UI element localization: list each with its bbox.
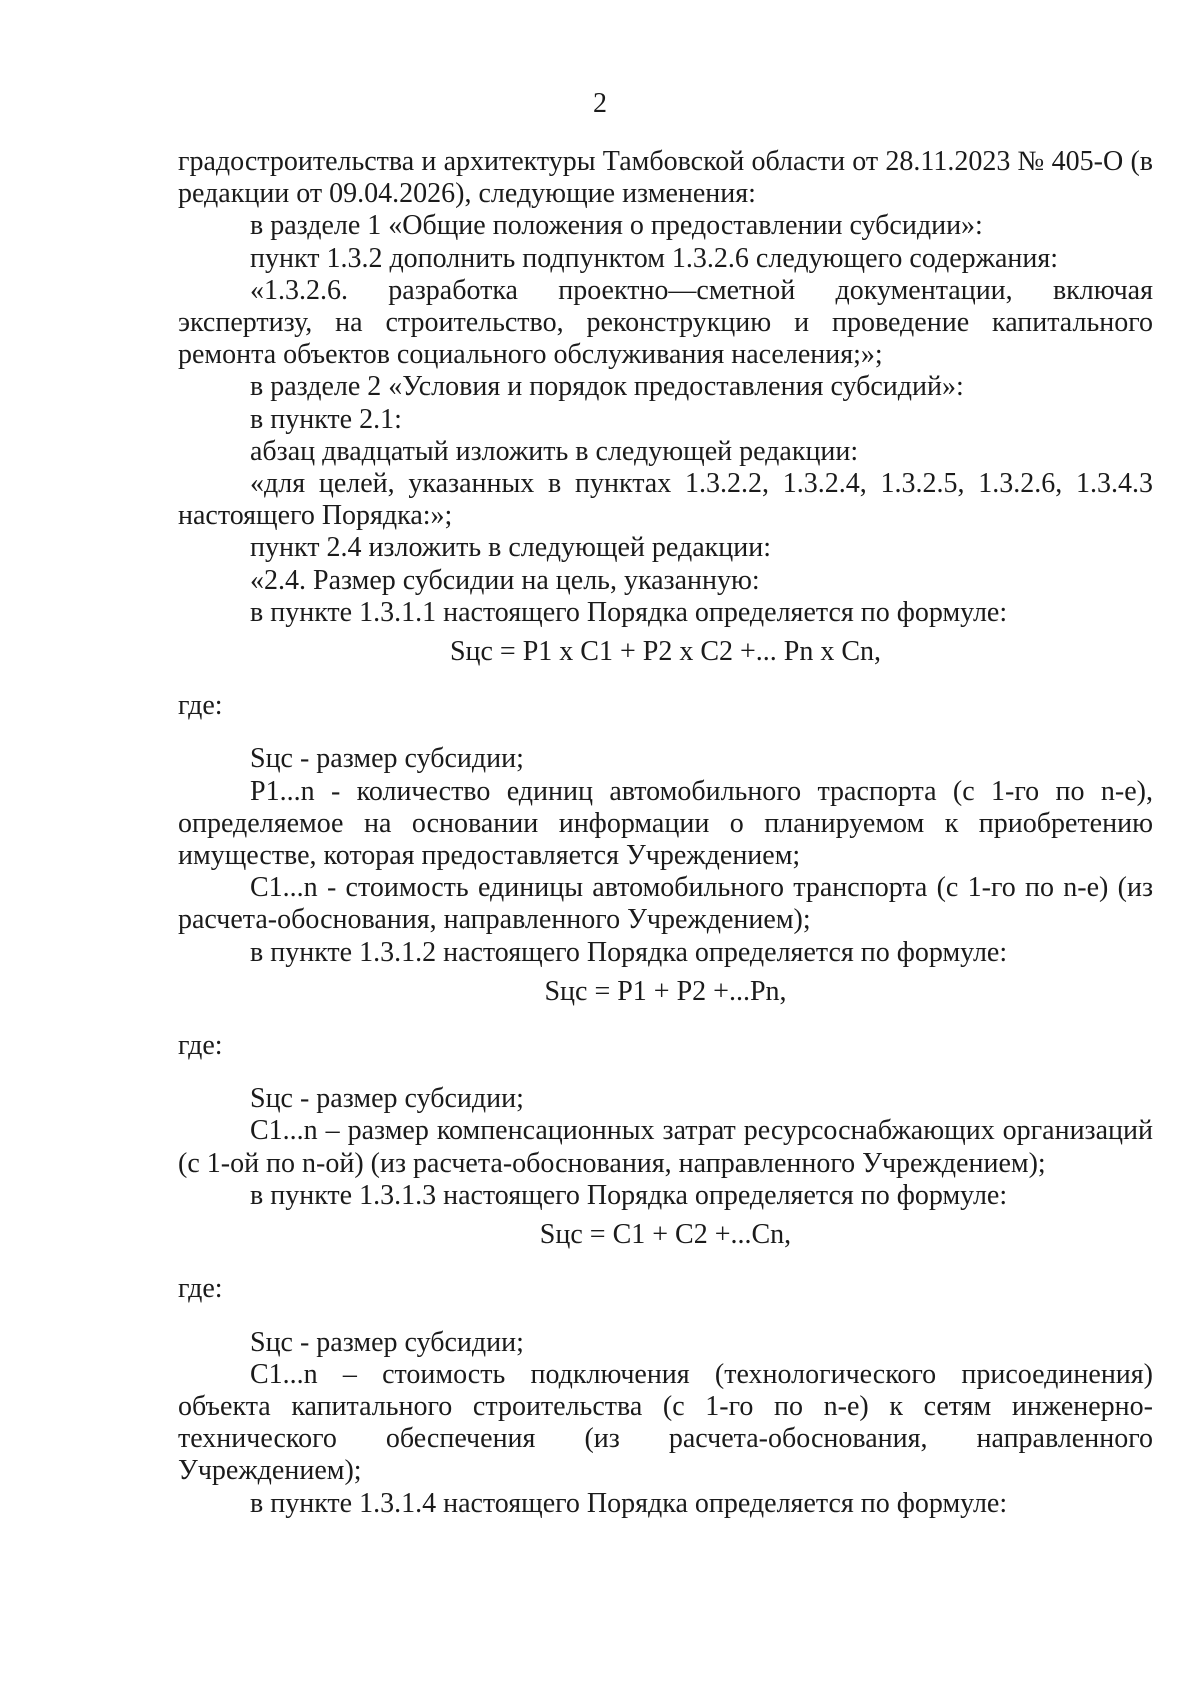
paragraph: C1...n - стоимость единицы автомобильного транспорта (с 1-го по n-е) (из расчета-обоснования, направленного Учреждением); bbox=[178, 872, 1153, 936]
paragraph: в пункте 1.3.1.3 настоящего Порядка определяется по формуле: bbox=[250, 1179, 1008, 1211]
page-number: 2 bbox=[593, 88, 607, 119]
formula: Sцс = P1 + P2 +...Pn, bbox=[544, 975, 787, 1007]
paragraph: в пункте 1.3.1.2 настоящего Порядка определяется по формуле: bbox=[250, 936, 1008, 968]
document-body bbox=[178, 146, 1153, 1520]
paragraph: Sцс - размер субсидии; bbox=[250, 1326, 524, 1358]
paragraph: Sцс - размер субсидии; bbox=[250, 1083, 524, 1115]
paragraph: Sцс - размер субсидии; bbox=[250, 743, 524, 775]
where-label: где: bbox=[178, 1030, 223, 1062]
paragraph: «1.3.2.6. разработка проектно—сметной документации, включая экспертизу, на строительство, реконструкцию и проведение капитального ремонта объектов социального обслуживания населения;»; bbox=[178, 274, 1153, 371]
paragraph: «для целей, указанных в пунктах 1.3.2.2, 1.3.2.4, 1.3.2.5, 1.3.2.6, 1.3.4.3 настоящего Порядка:»; bbox=[178, 468, 1153, 532]
paragraph: пункт 2.4 изложить в следующей редакции: bbox=[250, 532, 771, 564]
paragraph: в пункте 2.1: bbox=[250, 403, 402, 435]
formula: Sцс = P1 x C1 + P2 x C2 +... Pn x Cn, bbox=[449, 636, 882, 668]
paragraph: P1...n - количество единиц автомобильного траспорта (с 1-го по n-е), определяемое на основании информации о планируемом к приобретению имуществе, которая предоставляется Учреждением; bbox=[178, 775, 1153, 872]
paragraph: «2.4. Размер субсидии на цель, указанную: bbox=[250, 564, 760, 596]
where-label: где: bbox=[178, 1273, 223, 1305]
where-label: где: bbox=[178, 690, 223, 722]
paragraph: в пункте 1.3.1.4 настоящего Порядка определяется по формуле: bbox=[250, 1487, 1008, 1519]
paragraph: в разделе 1 «Общие положения о предоставлении субсидии»: bbox=[250, 210, 983, 242]
formula: Sцс = C1 + C2 +...Cn, bbox=[539, 1219, 792, 1251]
paragraph: пункт 1.3.2 дополнить подпунктом 1.3.2.6 следующего содержания: bbox=[250, 242, 1059, 274]
paragraph: C1...n – стоимость подключения (технологического присоединения) объекта капитального строительства (с 1-го по n-е) к сетям инженерно-технического обеспечения (из расчета-обоснования, направленного Учреждением); bbox=[178, 1358, 1153, 1487]
paragraph: градостроительства и архитектуры Тамбовской области от 28.11.2023 № 405-О (в редакции от 09.04.2026), следующие изменения: bbox=[178, 146, 1153, 210]
paragraph: C1...n – размер компенсационных затрат ресурсоснабжающих организаций (с 1-ой по n-ой) (из расчета-обоснования, направленного Учреждением); bbox=[178, 1115, 1153, 1179]
paragraph: абзац двадцатый изложить в следующей редакции: bbox=[250, 435, 859, 467]
paragraph: в пункте 1.3.1.1 настоящего Порядка определяется по формуле: bbox=[250, 596, 1008, 628]
paragraph: в разделе 2 «Условия и порядок предоставления субсидий»: bbox=[250, 371, 964, 403]
